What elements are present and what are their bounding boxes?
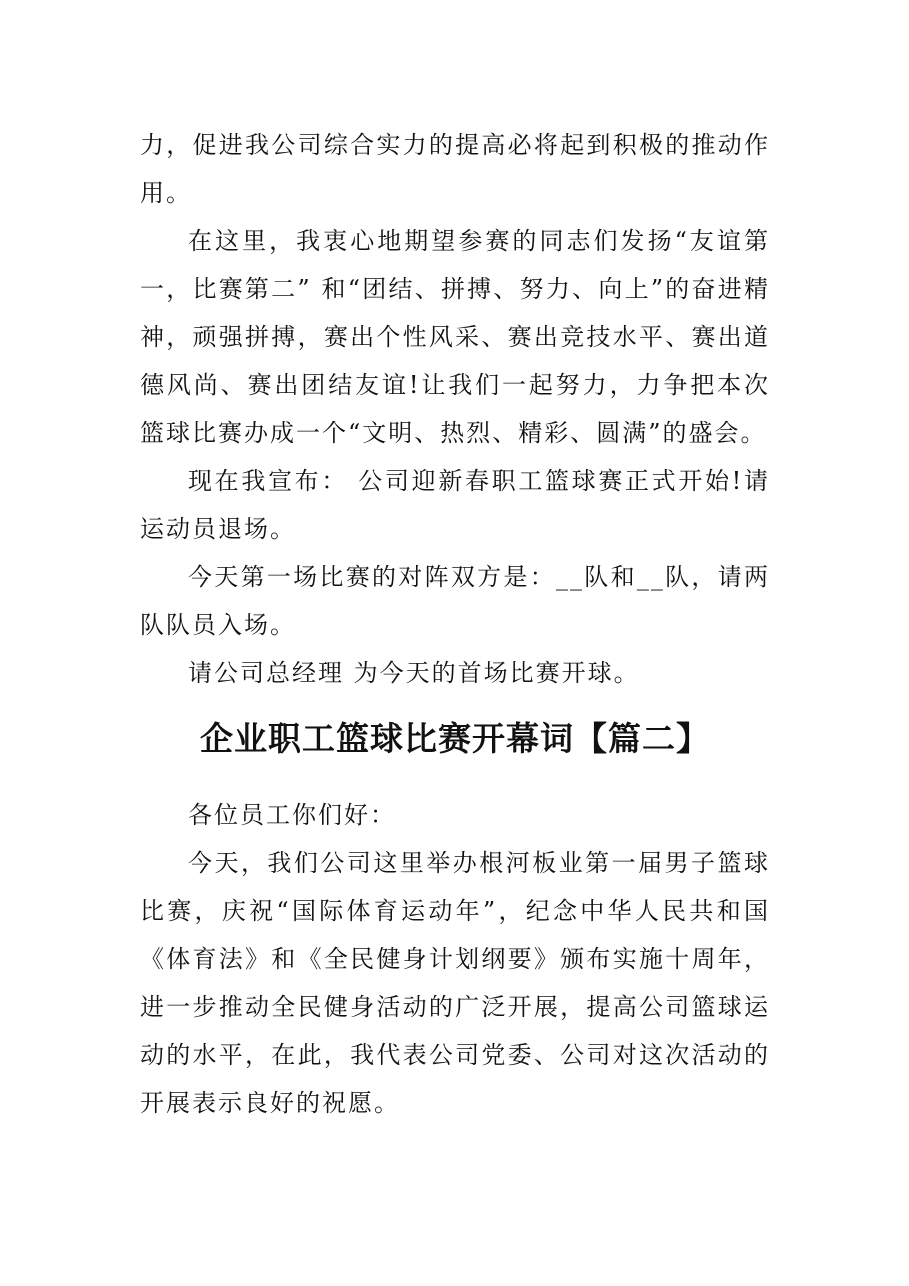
paragraph-first-match: 今天第一场比赛的对阵双方是：__队和__队，请两队队员入场。 xyxy=(140,563,770,639)
paragraph-wishes: 在这里，我衷心地期望参赛的同志们发扬“友谊第一，比赛第二” 和“团结、拼搏、努力、向上”的奋进精神，顽强拼搏，赛出个性风采、赛出竞技水平、赛出道德风尚、赛出团结友谊!让我们一起努力，力争把本次篮球比赛办成一个“文明、热烈、精彩、圆满”的盛会。 xyxy=(140,227,770,447)
paragraph-greeting: 各位员工你们好： xyxy=(188,801,396,829)
section-title: 企业职工篮球比赛开幕词【篇二】 xyxy=(200,719,710,758)
paragraph-continued: 力，促进我公司综合实力的提高必将起到积极的推动作用。 xyxy=(140,131,770,207)
paragraph-opening: 今天，我们公司这里举办根河板业第一届男子篮球比赛，庆祝“国际体育运动年”，纪念中华人民共和国《体育法》和《全民健身计划纲要》颁布实施十周年，进一步推动全民健身活动的广泛开展，提高公司篮球运动的水平，在此，我代表公司党委、公司对这次活动的开展表示良好的祝愿。 xyxy=(140,849,770,1117)
document-body xyxy=(140,121,770,1127)
paragraph-kickoff: 请公司总经理 为今天的首场比赛开球。 xyxy=(188,659,640,687)
paragraph-announcement: 现在我宣布： 公司迎新春职工篮球赛正式开始!请运动员退场。 xyxy=(140,467,770,543)
